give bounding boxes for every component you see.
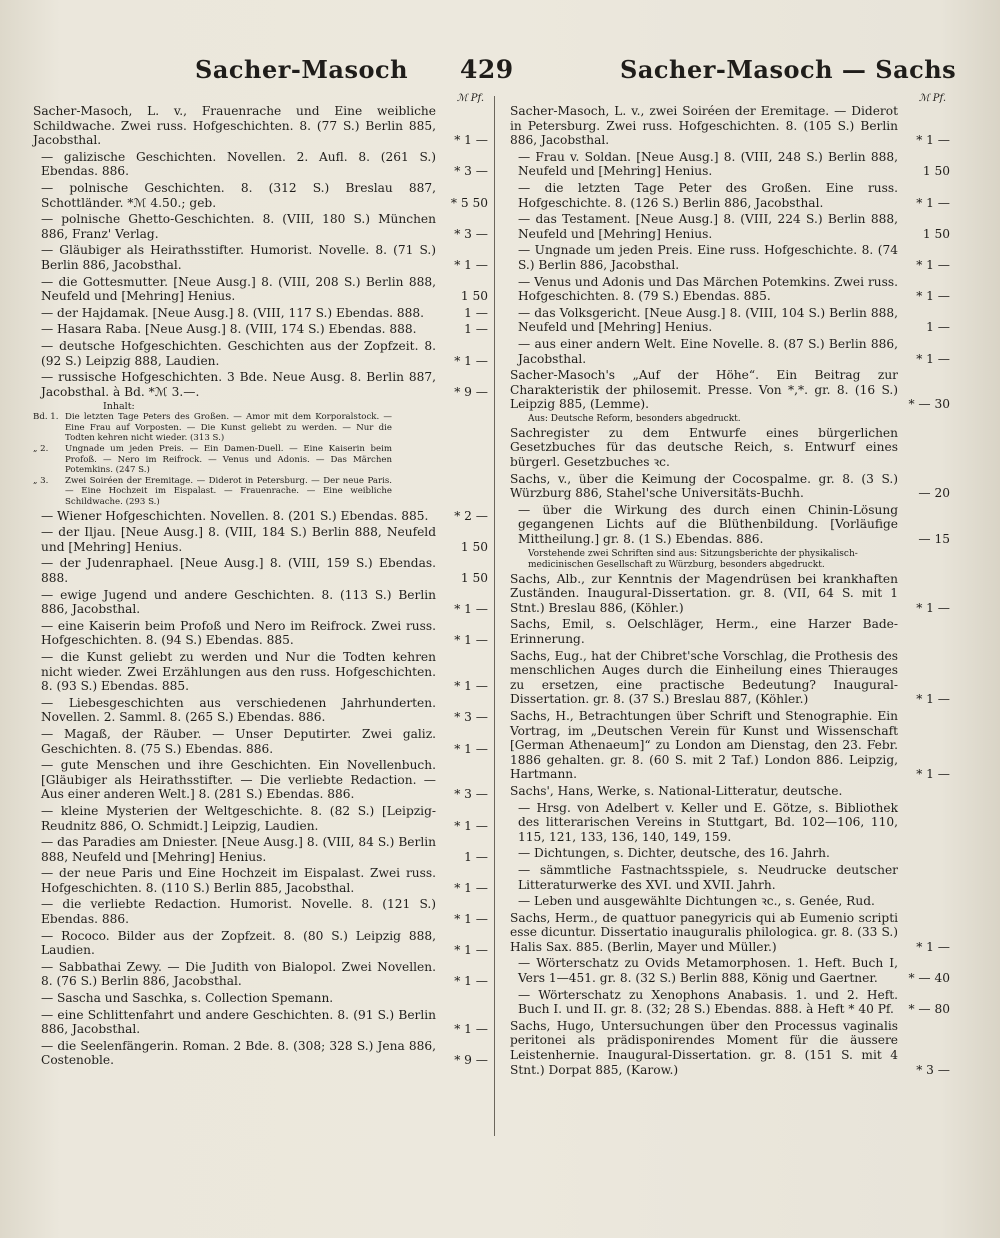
catalog-entry: [33, 509, 488, 524]
entry-text: Sachs, v., über die Keimung der Cocospalme. gr. 8. (3 S.) Würzburg 886, Stahel'sche Universitäts-Buchh.: [510, 471, 898, 501]
entry-price: * 1 —: [454, 974, 488, 989]
entry-text: Sachs, H., Betrachtungen über Schrift und Stenographie. Ein Vortrag, im „Deutschen Verein für Kunst und Wissenschaft [German Athenaeum]“ zu London am Dienstag, den 23. Febr. 1886 gehalten. gr. 8. (60 S. mit 2 Taf.) London 886. Leipzig, Hartmann.: [510, 708, 898, 782]
entry-price: * 3 —: [454, 787, 488, 802]
entry-text: — das Paradies am Dniester. [Neue Ausg.] 8. (VIII, 84 S.) Berlin 888, Neufeld und [Mehring] Henius.: [41, 835, 436, 864]
entry-price: * 1 —: [454, 880, 488, 895]
catalog-entry: [33, 619, 488, 648]
catalog-entry: [510, 104, 950, 148]
entry-text: — Dichtungen, s. Dichter, deutsche, des 16. Jahrh.: [518, 846, 830, 861]
entry-price: 1 —: [464, 322, 488, 337]
entry-text: — das Volksgericht. [Neue Ausg.] 8. (VIII, 104 S.) Berlin 888, Neufeld und [Mehring] Henius.: [518, 305, 898, 335]
entry-price: * 9 —: [454, 1053, 488, 1068]
catalog-entry: [33, 991, 488, 1006]
catalog-entry: [510, 784, 950, 799]
entry-price: * 1 —: [454, 257, 488, 272]
catalog-entry: [33, 322, 488, 337]
catalog-entry: [33, 727, 488, 756]
volume-label: Bd. 1.: [33, 412, 59, 423]
catalog-entry: [33, 758, 488, 802]
entry-text: — kleine Mysterien der Weltgeschichte. 8. (82 S.) [Leipzig-Reudnitz 886, O. Schmidt.] Leipzig, Laudien.: [41, 803, 436, 833]
catalog-entry: [33, 804, 488, 833]
entry-text: Sachs, Emil, s. Oelschläger, Herm., eine Harzer Bade-Erinnerung.: [510, 617, 898, 646]
column-divider: [494, 96, 495, 1136]
entry-text: — aus einer andern Welt. Eine Novelle. 8. (87 S.) Berlin 886, Jacobsthal.: [518, 336, 898, 366]
entry-text: — über die Wirkung des durch einen Chinin-Lösung gegangenen Lichts auf die Blüthenbildung. [Vorläufige Mittheilung.] gr. 8. (1 S.) Ebendas. 886.: [518, 502, 898, 547]
entry-text: — eine Kaiserin beim Profoß und Nero im Reifrock. Zwei russ. Hofgeschichten. 8. (94 S.) Ebendas. 885.: [41, 618, 436, 648]
catalog-entry: [510, 846, 950, 861]
entry-price: 1 —: [464, 305, 488, 320]
entry-price: * 1 —: [454, 741, 488, 756]
entry-text: — der Iljau. [Neue Ausg.] 8. (VIII, 184 S.) Berlin 888, Neufeld und [Mehring] Henius.: [41, 525, 436, 554]
catalog-entry: [33, 181, 488, 210]
entry-price: * 3 —: [454, 710, 488, 725]
volume-contents: Ungnade um jeden Preis. — Ein Damen-Duell. — Eine Kaiserin beim Profoß. — Nero im Reifrock. — Venus und Adonis. — Das Märchen Potemkins. (247 S.): [65, 444, 392, 476]
entry-price: * 9 —: [454, 384, 488, 399]
page-number: 429: [460, 55, 514, 84]
entry-text: — der neue Paris und Eine Hochzeit im Eispalast. Zwei russ. Hofgeschichten. 8. (110 S.) Berlin 885, Jacobsthal.: [41, 866, 436, 895]
entry-text: Sachs', Hans, Werke, s. National-Litteratur, deutsche.: [510, 783, 843, 798]
entry-text: — Sabbathai Zewy. — Die Judith von Bialopol. Zwei Novellen. 8. (76 S.) Berlin 886, Jacobsthal.: [41, 959, 436, 989]
entry-text: — Hrsg. von Adelbert v. Keller und E. Götze, s. Bibliothek des litterarischen Vereins in Stuttgart, Bd. 102—106, 110, 115, 121, 133, 136, 140, 149, 159.: [518, 800, 898, 844]
left-column: [33, 94, 488, 1070]
entry-price: * 1 —: [916, 939, 950, 954]
entry-text: — Leben und ausgewählte Dichtungen ꝛc., s. Genée, Rud.: [518, 894, 875, 909]
entry-price: * 1 —: [454, 602, 488, 617]
entry-text: — Wörterschatz zu Xenophons Anabasis. 1. und 2. Heft. Buch I. und II. gr. 8. (32; 28 S.) Ebendas. 888. à Heft * 40 Pf.: [518, 987, 898, 1017]
volume-label: „ 2.: [33, 444, 49, 455]
entry-text: — Liebesgeschichten aus verschiedenen Jahrhunderten. Novellen. 2. Samml. 8. (265 S.) Ebendas. 886.: [41, 695, 436, 725]
entry-text: — Sascha und Saschka, s. Collection Spemann.: [41, 991, 334, 1006]
entry-price: * 1 —: [916, 195, 950, 210]
entry-price: 1 50: [460, 289, 488, 304]
catalog-entry: [33, 929, 488, 958]
entry-text: — der Hajdamak. [Neue Ausg.] 8. (VIII, 117 S.) Ebendas. 888.: [41, 305, 425, 320]
entry-text: Sachregister zu dem Entwurfe eines bürgerlichen Gesetzbuches für das deutsche Reich, s. Entwurf eines bürgerl. Gesetzbuches ꝛc.: [510, 425, 898, 470]
catalog-entry: [510, 150, 950, 179]
entry-price: * 1 —: [916, 133, 950, 148]
entry-price: * 1 —: [454, 633, 488, 648]
currency-mark-left: ℳ Pf.: [456, 93, 484, 104]
entry-text: — galizische Geschichten. Novellen. 2. Aufl. 8. (261 S.) Ebendas. 886.: [41, 149, 436, 179]
entry-price: * 5 50: [450, 195, 488, 210]
entry-price: * — 40: [908, 971, 950, 986]
catalog-entry: [33, 339, 488, 368]
entry-price: 1 50: [460, 539, 488, 554]
entry-text: — russische Hofgeschichten. 3 Bde. Neue Ausg. 8. Berlin 887, Jacobsthal. à Bd. *ℳ 3.—.: [41, 370, 436, 399]
entry-price: * 1 —: [454, 133, 488, 148]
entry-text: Sacher-Masoch's „Auf der Höhe“. Ein Beitrag zur Charakteristik der philosemit. Presse. Von *,*. gr. 8. (16 S.) Leipzig 885, (Lemme).: [510, 368, 898, 412]
source-note-wurzburg: Vorstehende zwei Schriften sind aus: Sitzungsberichte der physikalisch-medicinischen Gesellschaft zu Würzburg, besonders abgedruckt.: [528, 548, 858, 570]
catalog-entry: [33, 588, 488, 617]
header-left-title: Sacher-Masoch: [195, 55, 409, 84]
entry-price: * 3 —: [916, 1062, 950, 1077]
catalog-entry: [510, 801, 950, 845]
catalog-entry: [33, 525, 488, 554]
entry-price: 1 —: [464, 849, 488, 864]
catalog-entry: [510, 1019, 950, 1077]
currency-mark-right: ℳ Pf.: [918, 93, 946, 104]
catalog-entry: [510, 181, 950, 210]
entry-price: * 3 —: [454, 226, 488, 241]
entry-text: — die Gottesmutter. [Neue Ausg.] 8. (VIII, 208 S.) Berlin 888, Neufeld und [Mehring] Henius.: [41, 274, 436, 304]
entry-text: — polnische Geschichten. 8. (312 S.) Breslau 887, Schottländer. *ℳ 4.50.; geb.: [41, 180, 436, 210]
entry-price: * 1 —: [454, 353, 488, 368]
entry-text: — Magaß, der Räuber. — Unser Deputirter. Zwei galiz. Geschichten. 8. (75 S.) Ebendas. 886.: [41, 726, 436, 756]
right-column: [510, 94, 950, 1079]
catalog-entry: [510, 368, 950, 412]
entry-price: 1 50: [922, 226, 950, 241]
catalog-entry: [510, 306, 950, 335]
entry-price: 1 —: [926, 320, 950, 335]
entry-text: — das Testament. [Neue Ausg.] 8. (VIII, 224 S.) Berlin 888, Neufeld und [Mehring] Henius.: [518, 212, 898, 241]
catalog-entry: [510, 503, 950, 547]
catalog-entry: [33, 306, 488, 321]
volume-contents: Zwei Soiréen der Eremitage. — Diderot in Petersburg. — Der neue Paris. — Eine Hochzeit im Eispalast. — Frauenrache. — Eine weibliche Schildwache. (293 S.): [65, 475, 392, 508]
entry-text: Sachs, Alb., zur Kenntnis der Magendrüsen bei krankhaften Zuständen. Inaugural-Dissertation. gr. 8. (VII, 64 S. mit 1 Stnt.) Breslau 886, (Köhler.): [510, 571, 898, 615]
left-entry-list: [33, 104, 488, 399]
entry-price: * 1 —: [916, 289, 950, 304]
left-entry-list-2: [33, 509, 488, 1068]
entry-text: — die Kunst geliebt zu werden und Nur die Todten kehren nicht wieder. Zwei Erzählungen aus den russ. Hofgeschichten. 8. (93 S.) Ebendas. 885.: [41, 649, 436, 694]
right-entry-list-3: [510, 572, 950, 1078]
entry-price: * 1 —: [454, 943, 488, 958]
entry-text: — der Judenraphael. [Neue Ausg.] 8. (VIII, 159 S.) Ebendas. 888.: [41, 556, 436, 585]
source-note-reform: Aus: Deutsche Reform, besonders abgedruckt.: [528, 413, 741, 424]
entry-text: Sachs, Eug., hat der Chibret'sche Vorschlag, die Prothesis des menschlichen Auges durch die Einheilung eines Thierauges zu ersetzen, eine practische Bedeutung? Inaugural-Dissertation. gr. 8. (37 S.) Breslau 887, (Köhler.): [510, 648, 898, 707]
entry-text: — gute Menschen und ihre Geschichten. Ein Novellenbuch. [Gläubiger als Heirathsstifter. — Die verliebte Redaction. — Aus einer anderen Welt.] 8. (281 S.) Ebendas. 886.: [41, 758, 436, 802]
entry-text: — Ungnade um jeden Preis. Eine russ. Hofgeschichte. 8. (74 S.) Berlin 886, Jacobsthal.: [518, 243, 898, 272]
catalog-entry: [510, 212, 950, 241]
entry-text: — die Seelenfängerin. Roman. 2 Bde. 8. (308; 328 S.) Jena 886, Costenoble.: [41, 1038, 436, 1068]
entry-text: — Hasara Raba. [Neue Ausg.] 8. (VIII, 174 S.) Ebendas. 888.: [41, 322, 417, 337]
catalog-entry: [33, 696, 488, 725]
catalog-entry: [33, 150, 488, 179]
running-header: [0, 55, 1000, 91]
entry-price: 1 50: [460, 571, 488, 585]
catalog-entry: [33, 104, 488, 148]
entry-text: Sachs, Herm., de quattuor panegyricis qui ab Eumenio scripti esse dicuntur. Dissertatio inauguralis philologica. gr. 8. (33 S.) Halis Sax. 885. (Berlin, Mayer und Müller.): [510, 910, 898, 954]
catalog-entry: [510, 988, 950, 1017]
entry-price: * — 30: [908, 397, 950, 412]
catalog-entry: [33, 650, 488, 694]
entry-price: * 1 —: [916, 692, 950, 707]
volume-label: „ 3.: [33, 475, 49, 486]
entry-text: — Rococo. Bilder aus der Zopfzeit. 8. (80 S.) Leipzig 888, Laudien.: [41, 928, 436, 958]
entry-text: Sacher-Masoch, L. v., Frauenrache und Eine weibliche Schildwache. Zwei russ. Hofgeschichten. 8. (77 S.) Berlin 885, Jacobsthal.: [33, 104, 436, 148]
entry-price: * 1 —: [916, 257, 950, 272]
inhalt-heading: Inhalt:: [103, 401, 135, 413]
catalog-entry: [510, 709, 950, 782]
entry-price: * 1 —: [454, 1022, 488, 1037]
entry-text: — die letzten Tage Peter des Großen. Eine russ. Hofgeschichte. 8. (126 S.) Berlin 886, Jacobsthal.: [518, 180, 898, 210]
right-entry-list: [510, 104, 950, 412]
entry-text: — polnische Ghetto-Geschichten. 8. (VIII, 180 S.) München 886, Franz' Verlag.: [41, 212, 436, 241]
entry-text: — ewige Jugend und andere Geschichten. 8. (113 S.) Berlin 886, Jacobsthal.: [41, 587, 436, 617]
catalog-entry: [510, 911, 950, 955]
inhalt-volume: [33, 412, 392, 444]
catalog-entry: [510, 572, 950, 616]
entry-text: — Frau v. Soldan. [Neue Ausg.] 8. (VIII, 248 S.) Berlin 888, Neufeld und [Mehring] Henius.: [518, 149, 898, 179]
entry-text: — die verliebte Redaction. Humorist. Novelle. 8. (121 S.) Ebendas. 886.: [41, 897, 436, 927]
catalog-entry: [33, 556, 488, 585]
catalog-entry: [510, 275, 950, 304]
catalog-entry: [510, 337, 950, 366]
entry-text: — Wiener Hofgeschichten. Novellen. 8. (201 S.) Ebendas. 885.: [41, 508, 429, 523]
entry-price: * 3 —: [454, 164, 488, 179]
catalog-entry: [33, 212, 488, 241]
entry-text: — Venus und Adonis und Das Märchen Potemkins. Zwei russ. Hofgeschichten. 8. (79 S.) Ebendas. 885.: [518, 274, 898, 304]
entry-price: — 15: [918, 532, 950, 547]
catalog-entry: [510, 863, 950, 892]
inhalt-volume: [33, 476, 392, 508]
catalog-entry: [33, 1039, 488, 1068]
entry-price: * 1 —: [454, 818, 488, 833]
catalog-entry: [33, 897, 488, 926]
catalog-entry: [33, 960, 488, 989]
catalog-entry: [510, 894, 950, 909]
catalog-entry: [33, 866, 488, 895]
catalog-entry: [33, 243, 488, 272]
entry-text: Sachs, Hugo, Untersuchungen über den Processus vaginalis peritonei als prädisponirendes Moment für die äussere Leistenhernie. Inaugural-Dissertation. gr. 8. (151 S. mit 4 Stnt.) Dorpat 885, (Karow.): [510, 1018, 898, 1077]
entry-price: * 1 —: [916, 767, 950, 782]
entry-text: — eine Schlittenfahrt und andere Geschichten. 8. (91 S.) Berlin 886, Jacobsthal.: [41, 1007, 436, 1037]
inhalt-block: [33, 401, 440, 507]
entry-text: — sämmtliche Fastnachtsspiele, s. Neudrucke deutscher Litteraturwerke des XVI. und XVII. Jahrh.: [518, 862, 898, 892]
entry-text: Sacher-Masoch, L. v., zwei Soiréen der Eremitage. — Diderot in Petersburg. Zwei russ. Hofgeschichten. 8. (105 S.) Berlin 886, Jacobsthal.: [510, 104, 898, 148]
right-entry-list-2: [510, 426, 950, 547]
entry-price: * 2 —: [454, 508, 488, 523]
catalog-entry: [510, 472, 950, 501]
header-right-title: Sacher-Masoch — Sachs: [620, 55, 957, 84]
entry-price: * 1 —: [454, 912, 488, 927]
catalog-entry: [510, 426, 950, 470]
catalog-entry: [33, 1008, 488, 1037]
catalog-entry: [510, 243, 950, 272]
catalog-entry: [33, 275, 488, 304]
catalog-entry: [510, 649, 950, 707]
entry-text: — deutsche Hofgeschichten. Geschichten aus der Zopfzeit. 8. (92 S.) Leipzig 888, Laudien.: [41, 338, 436, 368]
entry-text: — Gläubiger als Heirathsstifter. Humorist. Novelle. 8. (71 S.) Berlin 886, Jacobsthal.: [41, 243, 436, 272]
entry-price: * 1 —: [916, 351, 950, 366]
entry-text: — Wörterschatz zu Ovids Metamorphosen. 1. Heft. Buch I, Vers 1—451. gr. 8. (32 S.) Berlin 888, König und Gaertner.: [518, 956, 898, 986]
catalog-entry: [33, 835, 488, 864]
catalog-entry: [510, 956, 950, 985]
entry-price: 1 50: [922, 164, 950, 179]
entry-price: — 20: [918, 486, 950, 501]
entry-price: * — 80: [908, 1002, 950, 1017]
catalog-entry: [510, 617, 950, 646]
volume-contents: Die letzten Tage Peters des Großen. — Amor mit dem Korporalstock. — Eine Frau auf Vorposten. — Die Kunst geliebt zu werden. — Nur die Todten kehren nicht wieder. (313 S.): [65, 412, 392, 444]
entry-price: * 1 —: [454, 679, 488, 694]
entry-price: * 1 —: [916, 600, 950, 615]
catalog-entry: [33, 370, 488, 399]
inhalt-volume: [33, 444, 392, 476]
